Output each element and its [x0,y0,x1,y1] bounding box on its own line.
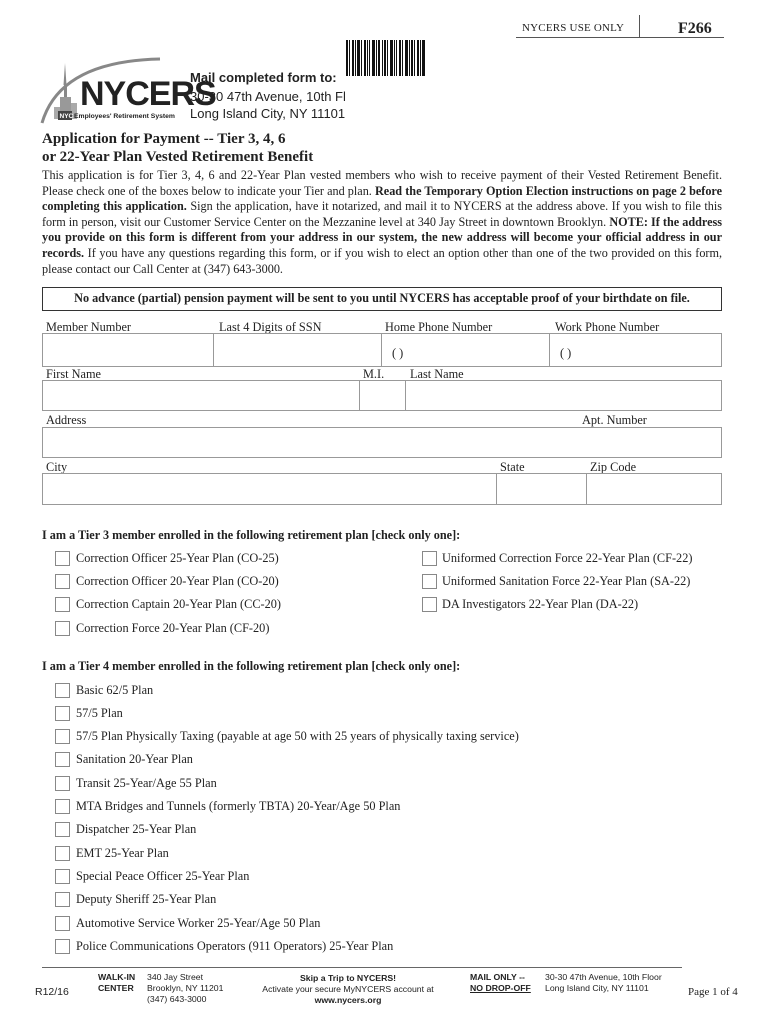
checkbox-special-peace-officer-25[interactable] [55,869,70,884]
checkbox-da22[interactable] [422,597,437,612]
option-police-communications-operators-label: Police Communications Operators (911 Operators) 25-Year Plan [76,939,394,953]
checkbox-deputy-sheriff-25[interactable] [55,892,70,907]
option-special-peace-officer-25-label: Special Peace Officer 25-Year Plan [76,869,250,883]
option-57-5-physically-taxing-label: 57/5 Plan Physically Taxing (payable at age 50 with 25 years of physically taxing service) [76,729,519,743]
walk-in-address-1: 340 Jay Street [147,972,204,982]
home-phone-label: Home Phone Number [385,320,493,334]
option-transit-25-label: Transit 25-Year/Age 55 Plan [76,776,217,790]
barcode-image [346,40,426,80]
state-field[interactable] [497,473,587,505]
option-57-5-label: 57/5 Plan [76,706,123,720]
revision-code: R12/16 [35,986,69,998]
nycers-logo [40,55,216,125]
zip-code-label: Zip Code [590,460,637,474]
home-phone-area-code: ( ) [392,346,404,360]
intro-text-2: Sign the application, have it notarized, and mail it to NYCERS at the address above. If you wish to file this form in person, visit our Customer Service Center on the Mezzanine level at 340 Jay Street in downtown Brooklyn. [42,199,722,229]
walk-in-address-2: Brooklyn, NY 11201 [147,983,224,993]
city-field[interactable] [42,473,497,505]
option-emt-25-label: EMT 25-Year Plan [76,846,169,860]
footer-rule [42,967,682,968]
checkbox-57-5[interactable] [55,706,70,721]
work-phone-label: Work Phone Number [555,320,660,334]
checkbox-cc20[interactable] [55,597,70,612]
nycers-use-only-label: NYCERS USE ONLY [522,22,625,34]
skip-trip-text: Activate your secure MyNYCERS account at [262,984,434,994]
walk-in-label-2: CENTER [98,983,134,993]
address-field[interactable] [42,427,722,458]
member-number-label: Member Number [46,320,132,334]
city-label: City [46,460,68,474]
mi-label: M.I. [363,367,385,381]
checkbox-57-5-physically-taxing[interactable] [55,729,70,744]
option-basic-62-5-label: Basic 62/5 Plan [76,683,154,697]
checkbox-emt-25[interactable] [55,846,70,861]
ssn-field[interactable] [214,333,382,367]
option-da22-label: DA Investigators 22-Year Plan (DA-22) [442,597,639,611]
state-label: State [500,460,525,474]
last-name-field[interactable] [406,380,722,411]
nycers-logo-mark [40,55,216,125]
page-number: Page 1 of 4 [688,986,738,998]
work-phone-field[interactable] [550,333,722,367]
checkbox-cf22[interactable] [422,551,437,566]
checkbox-mta-bridges-tunnels[interactable] [55,799,70,814]
checkbox-basic-62-5[interactable] [55,683,70,698]
option-mta-bridges-tunnels-label: MTA Bridges and Tunnels (formerly TBTA) 20-Year/Age 50 Plan [76,799,401,813]
header-rule [516,37,724,38]
mail-only-address-1: 30-30 47th Avenue, 10th Floor [545,972,662,982]
form-title-line2: or 22-Year Plan Vested Retirement Benefit [42,149,314,165]
option-sanitation-20-label: Sanitation 20-Year Plan [76,752,193,766]
checkbox-cf20[interactable] [55,621,70,636]
work-phone-area-code: ( ) [560,346,572,360]
checkbox-dispatcher-25[interactable] [55,822,70,837]
intro-text-1: This application is for Tier 3, 4, 6 and 22-Year Plan vested members who wish to receive payment of their Vested Retirement Benefit. Please check one of the boxes below to indicate your Tier and plan. [42,168,722,198]
option-co20-label: Correction Officer 20-Year Plan (CO-20) [76,574,279,588]
checkbox-automotive-service-worker[interactable] [55,916,70,931]
zip-code-field[interactable] [587,473,722,505]
option-deputy-sheriff-25-label: Deputy Sheriff 25-Year Plan [76,892,217,906]
svg-text:NYC: NYC [59,113,74,120]
header-divider [639,15,640,37]
tier3-heading: I am a Tier 3 member enrolled in the following retirement plan [check only one]: [42,528,461,542]
mail-only-label: MAIL ONLY -- [470,972,525,982]
birthdate-notice: No advance (partial) pension payment will be sent to you until NYCERS has acceptable proof of your birthdate on file. [42,287,722,311]
no-drop-off-label: NO DROP-OFF [470,983,531,993]
first-name-label: First Name [46,367,101,381]
svg-text:Employees' Retirement System: Employees' Retirement System [74,113,175,120]
checkbox-co20[interactable] [55,574,70,589]
option-automotive-service-worker-label: Automotive Service Worker 25-Year/Age 50 Plan [76,916,321,930]
option-co25-label: Correction Officer 25-Year Plan (CO-25) [76,551,279,565]
checkbox-sa22[interactable] [422,574,437,589]
checkbox-transit-25[interactable] [55,776,70,791]
intro-bold-1: Read the Temporary Option Election instructions on page 2 before completing this application. [42,183,723,214]
mail-to-label: Mail completed form to: [190,70,337,85]
form-title-line1: Application for Payment -- Tier 3, 4, 6 [42,131,286,147]
option-sa22-label: Uniformed Sanitation Force 22-Year Plan (SA-22) [442,574,691,588]
home-phone-field[interactable] [382,333,550,367]
intro-text-3: If you have any questions regarding this form, or if you wish to elect an option other than one of the two provided on this form, please contact our Call Center at (347) 643-3000. [42,245,722,276]
option-cc20-label: Correction Captain 20-Year Plan (CC-20) [76,597,282,611]
ssn-label: Last 4 Digits of SSN [219,320,322,334]
address-label: Address [46,413,87,427]
option-cf22-label: Uniformed Correction Force 22-Year Plan (CF-22) [442,551,693,565]
svg-text:NYCERS: NYCERS [80,75,216,113]
checkbox-sanitation-20[interactable] [55,752,70,767]
checkbox-police-communications-operators[interactable] [55,939,70,954]
intro-bold-2: NOTE: If the address you provide on this form is different from your address in our system, the new address will become your official address in our records. [42,214,722,260]
member-number-field[interactable] [42,333,214,367]
skip-trip-title: Skip a Trip to NYCERS! [299,973,397,983]
option-dispatcher-25-label: Dispatcher 25-Year Plan [76,822,197,836]
mi-field[interactable] [360,380,406,411]
tier4-heading: I am a Tier 4 member enrolled in the following retirement plan [check only one]: [42,659,461,673]
form-id: F266 [678,20,712,37]
instructions-paragraph [42,168,722,277]
apt-number-label: Apt. Number [582,413,647,427]
mail-address-line2: Long Island City, NY 11101 [190,106,346,121]
mail-address-line1: 30-30 47th Avenue, 10th Fl [190,89,346,104]
first-name-field[interactable] [42,380,360,411]
checkbox-co25[interactable] [55,551,70,566]
mail-only-address-2: Long Island City, NY 11101 [545,983,649,993]
walk-in-label-1: WALK-IN [98,972,136,982]
last-name-label: Last Name [410,367,464,381]
walk-in-phone: (347) 643-3000 [147,994,207,1004]
option-cf20-label: Correction Force 20-Year Plan (CF-20) [76,621,270,635]
nycers-website-link[interactable]: www.nycers.org [314,995,382,1005]
